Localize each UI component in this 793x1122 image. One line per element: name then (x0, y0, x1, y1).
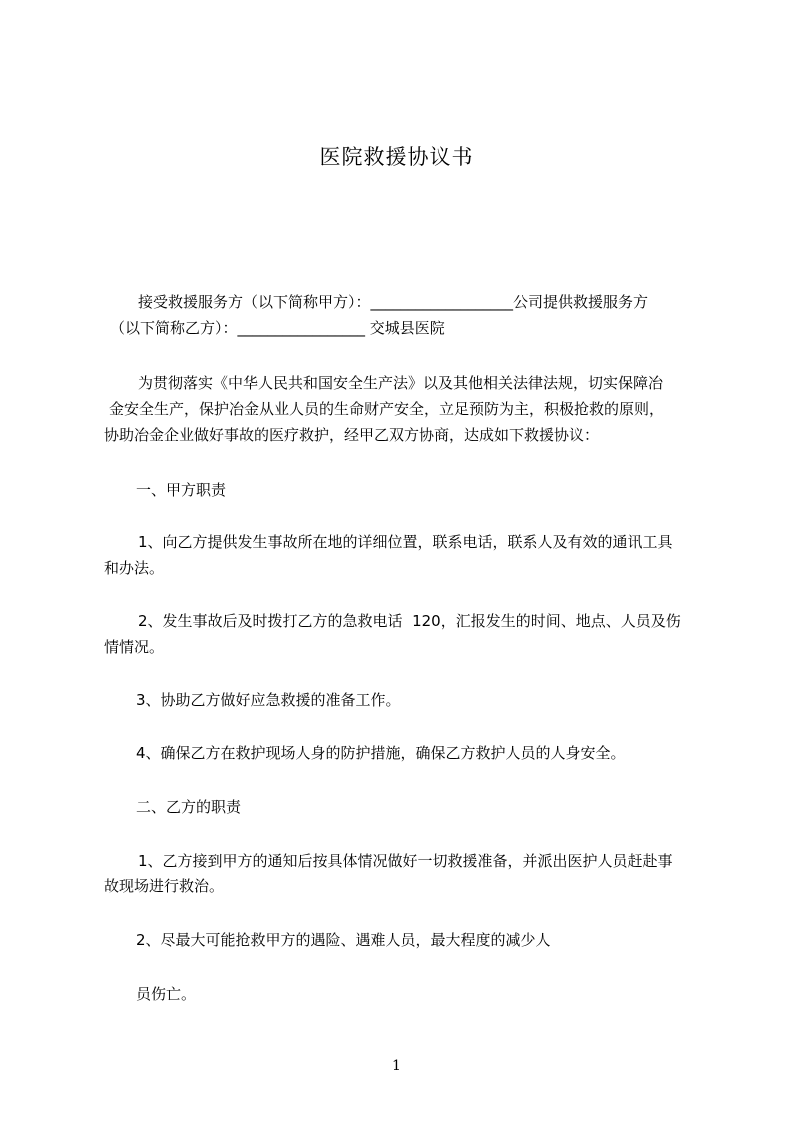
section-2-heading: 二、乙方的职责 (136, 798, 242, 816)
parties-line-2: （以下简称乙方）：_________________ 交城县医院 (110, 319, 445, 337)
section-1-item-3: 3、协助乙方做好应急救援的准备工作。 (136, 691, 401, 709)
section-1-item-4: 4、确保乙方在救护现场人身的防护措施，确保乙方救护人员的人身安全。 (136, 744, 626, 762)
section-1-item-1-line-1: 1、向乙方提供发生事故所在地的详细位置，联系电话，联系人及有效的通讯工具 (138, 533, 673, 551)
intro-line-3: 协助冶金企业做好事故的医疗救护，经甲乙双方协商，达成如下救援协议： (104, 426, 600, 444)
intro-line-2: 金安全生产，保护冶金从业人员的生命财产安全，立足预防为主，积极抢救的原则， (109, 400, 665, 418)
section-1-item-1-line-2: 和办法。 (104, 559, 165, 577)
section-1-item-2-line-2: 情情况。 (104, 638, 165, 656)
section-2-item-2-line-1: 2、尽最大可能抢救甲方的遇险、遇难人员，最大程度的减少人 (136, 931, 551, 949)
page-number: 1 (392, 1058, 401, 1074)
intro-line-1: 为贯彻落实《中华人民共和国安全生产法》以及其他相关法律法规，切实保障冶 (138, 374, 664, 392)
document-title: 医院救援协议书 (319, 145, 474, 169)
section-1-heading: 一、甲方职责 (136, 481, 227, 499)
parties-line-1: 接受救援服务方（以下简称甲方）：___________________公司提供救援服务方 (138, 293, 649, 311)
section-1-item-2-line-1: 2、发生事故后及时拨打乙方的急救电话 120，汇报发生的时间、地点、人员及伤 (138, 612, 681, 630)
section-2-item-1-line-2: 故现场进行救治。 (104, 877, 225, 895)
section-2-item-1-line-1: 1、乙方接到甲方的通知后按具体情况做好一切救援准备，并派出医护人员赶赴事 (138, 852, 673, 870)
section-2-item-2-line-2: 员伤亡。 (136, 985, 197, 1003)
